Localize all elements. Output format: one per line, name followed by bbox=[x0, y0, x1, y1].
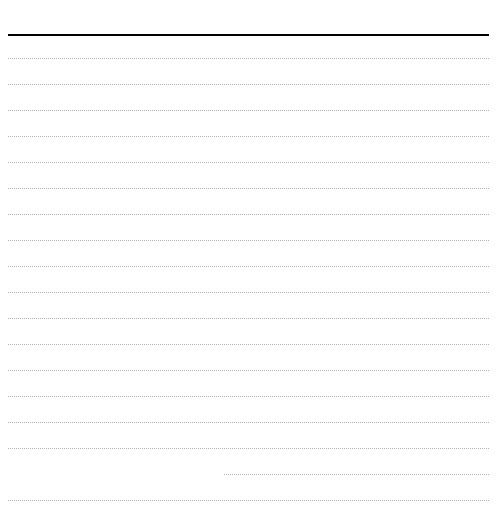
article-body bbox=[8, 42, 489, 520]
body-line bbox=[8, 250, 489, 270]
body-line bbox=[8, 172, 489, 192]
body-line bbox=[8, 380, 489, 400]
unreadable-line-placeholder bbox=[8, 176, 489, 189]
body-line bbox=[8, 94, 489, 114]
unreadable-line-placeholder bbox=[8, 124, 489, 137]
body-line bbox=[8, 224, 489, 244]
unreadable-line-placeholder bbox=[8, 358, 489, 371]
unreadable-line-placeholder bbox=[8, 384, 489, 397]
body-line bbox=[8, 42, 489, 62]
unreadable-line-placeholder bbox=[8, 98, 489, 111]
body-line bbox=[8, 354, 489, 374]
article-headline bbox=[8, 6, 489, 36]
unreadable-line-placeholder bbox=[8, 280, 489, 293]
unreadable-line-placeholder bbox=[8, 306, 489, 319]
body-line bbox=[8, 146, 489, 166]
body-line bbox=[8, 458, 489, 478]
unreadable-line-placeholder bbox=[8, 46, 489, 59]
body-line bbox=[8, 68, 489, 88]
unreadable-line-placeholder bbox=[8, 436, 489, 449]
unreadable-line-placeholder bbox=[8, 202, 489, 215]
unreadable-line-placeholder bbox=[8, 410, 489, 423]
unreadable-line-placeholder bbox=[8, 332, 489, 345]
body-line bbox=[8, 276, 489, 296]
unreadable-line-placeholder bbox=[8, 150, 489, 163]
unreadable-line-placeholder bbox=[8, 488, 489, 501]
unreadable-line-placeholder bbox=[8, 72, 489, 85]
body-line bbox=[8, 484, 489, 504]
body-line bbox=[8, 120, 489, 140]
body-line bbox=[8, 328, 489, 348]
body-line bbox=[8, 406, 489, 426]
unreadable-line-placeholder bbox=[224, 462, 489, 475]
body-line bbox=[8, 432, 489, 452]
body-line bbox=[8, 198, 489, 218]
body-line bbox=[8, 302, 489, 322]
unreadable-line-placeholder bbox=[8, 228, 489, 241]
unreadable-line-placeholder bbox=[8, 254, 489, 267]
